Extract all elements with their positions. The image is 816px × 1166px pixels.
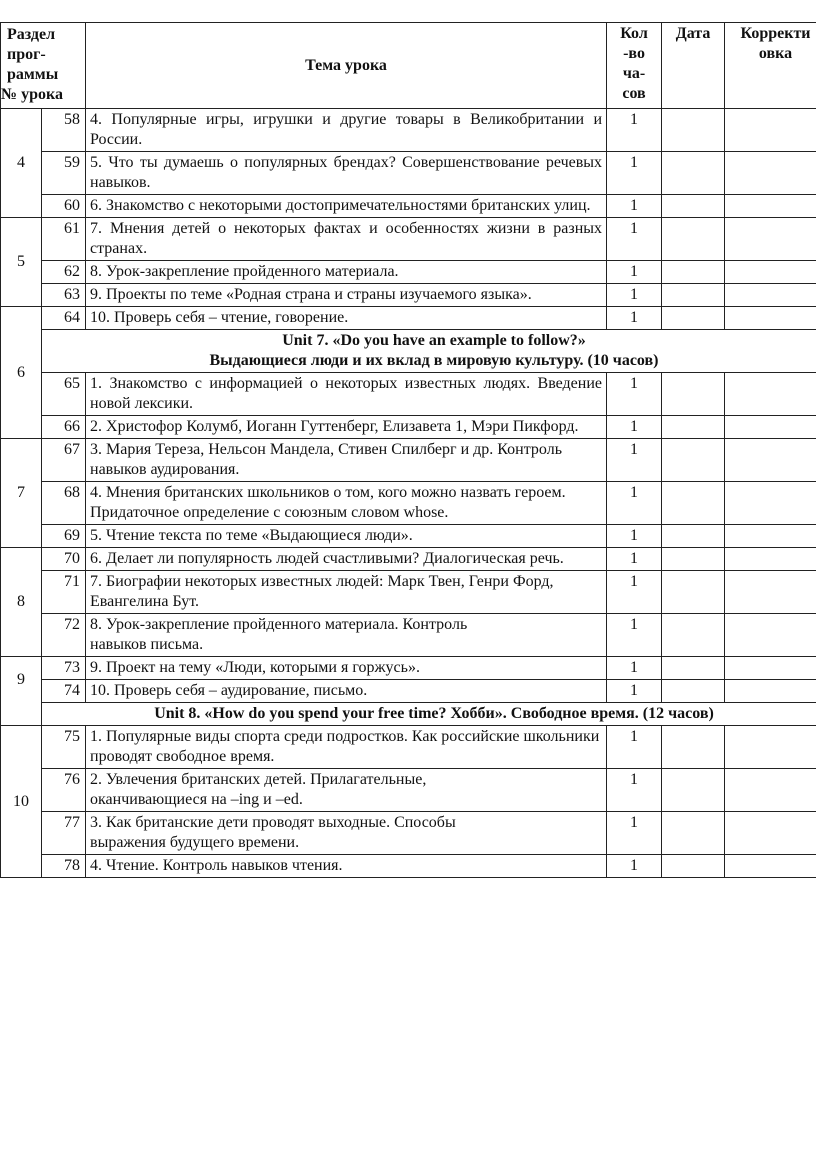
lesson-hours: 1 — [607, 218, 662, 261]
correction-cell[interactable] — [725, 439, 816, 482]
lesson-number: 70 — [42, 548, 86, 571]
lesson-topic: 10. Проверь себя – аудирование, письмо. — [86, 680, 607, 703]
correction-cell[interactable] — [725, 416, 816, 439]
header-correction-line: овка — [758, 45, 793, 62]
lesson-number: 73 — [42, 657, 86, 680]
table-row — [1, 195, 816, 218]
lesson-topic: 6. Делает ли популярность людей счастливыми? Диалогическая речь. — [86, 548, 607, 571]
correction-cell[interactable] — [725, 195, 816, 218]
lesson-number: 78 — [42, 855, 86, 878]
lesson-number: 72 — [42, 614, 86, 657]
date-cell[interactable] — [662, 195, 725, 218]
header-section-line: Раздел — [7, 26, 56, 43]
correction-cell[interactable] — [725, 525, 816, 548]
correction-cell[interactable] — [725, 548, 816, 571]
lesson-hours: 1 — [607, 769, 662, 812]
date-cell[interactable] — [662, 525, 725, 548]
lesson-plan-table — [0, 22, 816, 878]
lesson-hours: 1 — [607, 416, 662, 439]
lesson-number: 63 — [42, 284, 86, 307]
lesson-topic: 4. Чтение. Контроль навыков чтения. — [86, 855, 607, 878]
lesson-number: 64 — [42, 307, 86, 330]
table-row — [1, 657, 816, 680]
lesson-hours: 1 — [607, 284, 662, 307]
lesson-hours: 1 — [607, 109, 662, 152]
correction-cell[interactable] — [725, 769, 816, 812]
date-cell[interactable] — [662, 680, 725, 703]
correction-cell[interactable] — [725, 152, 816, 195]
lesson-number: 68 — [42, 482, 86, 525]
table-row — [1, 109, 816, 152]
header-topic: Тема урока — [86, 23, 607, 109]
lesson-number: 75 — [42, 726, 86, 769]
header-hours-line: сов — [622, 85, 646, 102]
lesson-topic: 10. Проверь себя – чтение, говорение. — [86, 307, 607, 330]
lesson-hours: 1 — [607, 571, 662, 614]
header-correction — [725, 23, 816, 109]
correction-cell[interactable] — [725, 726, 816, 769]
lesson-number: 66 — [42, 416, 86, 439]
section-cell: 6 — [1, 307, 42, 439]
lesson-hours: 1 — [607, 614, 662, 657]
correction-cell[interactable] — [725, 284, 816, 307]
table-row — [1, 307, 816, 330]
lesson-topic: 1. Популярные виды спорта среди подростков. Как российские школьники проводят свободное время. — [86, 726, 607, 769]
section-cell: 5 — [1, 218, 42, 307]
lesson-hours: 1 — [607, 373, 662, 416]
correction-cell[interactable] — [725, 482, 816, 525]
table-row — [1, 218, 816, 261]
lesson-number: 65 — [42, 373, 86, 416]
lesson-hours: 1 — [607, 261, 662, 284]
date-cell[interactable] — [662, 109, 725, 152]
lesson-number: 62 — [42, 261, 86, 284]
header-section-line: раммы — [7, 66, 59, 83]
lesson-hours: 1 — [607, 439, 662, 482]
date-cell[interactable] — [662, 726, 725, 769]
unit-heading-row — [1, 703, 816, 726]
header-row — [1, 23, 816, 109]
table-row — [1, 571, 816, 614]
lesson-number: 71 — [42, 571, 86, 614]
lesson-topic: 4. Мнения британских школьников о том, кого можно назвать героем. Придаточное определение с союзным словом whose. — [86, 482, 607, 525]
lesson-topic: 9. Проекты по теме «Родная страна и страны изучаемого языка». — [86, 284, 607, 307]
table-row — [1, 416, 816, 439]
lesson-topic: 6. Знакомство с некоторыми достопримечательностями британских улиц. — [86, 195, 607, 218]
date-cell[interactable] — [662, 657, 725, 680]
lesson-topic: 2. Христофор Колумб, Иоганн Гуттенберг, Елизавета 1, Мэри Пикфорд. — [86, 416, 607, 439]
date-cell[interactable] — [662, 261, 725, 284]
header-hours — [607, 23, 662, 109]
date-cell[interactable] — [662, 812, 725, 855]
header-hours-line: ча- — [622, 65, 646, 82]
lesson-topic: 5. Чтение текста по теме «Выдающиеся люди». — [86, 525, 607, 548]
correction-cell[interactable] — [725, 261, 816, 284]
unit7-heading — [42, 330, 816, 373]
header-section — [1, 23, 86, 109]
lesson-hours: 1 — [607, 812, 662, 855]
correction-cell[interactable] — [725, 855, 816, 878]
lesson-hours: 1 — [607, 855, 662, 878]
lesson-number: 60 — [42, 195, 86, 218]
lesson-hours: 1 — [607, 657, 662, 680]
lesson-hours: 1 — [607, 195, 662, 218]
unit8-heading: Unit 8. «How do you spend your free time? Хобби». Свободное время. (12 часов) — [42, 703, 816, 726]
lesson-topic: 5. Что ты думаешь о популярных брендах? Совершенствование речевых навыков. — [86, 152, 607, 195]
lesson-number: 59 — [42, 152, 86, 195]
correction-cell[interactable] — [725, 307, 816, 330]
lesson-topic: 3. Мария Тереза, Нельсон Мандела, Стивен Спилберг и др. Контроль навыков аудирования. — [86, 439, 607, 482]
lesson-number: 77 — [42, 812, 86, 855]
date-cell[interactable] — [662, 284, 725, 307]
table-row — [1, 284, 816, 307]
section-cell: 9 — [1, 657, 42, 726]
date-cell[interactable] — [662, 416, 725, 439]
header-section-line: № урока — [1, 86, 63, 103]
lesson-hours: 1 — [607, 525, 662, 548]
header-section-line: прог- — [7, 46, 46, 63]
lesson-hours: 1 — [607, 307, 662, 330]
correction-cell[interactable] — [725, 614, 816, 657]
date-cell[interactable] — [662, 307, 725, 330]
table-row — [1, 373, 816, 416]
correction-cell[interactable] — [725, 812, 816, 855]
table-row — [1, 680, 816, 703]
lesson-hours: 1 — [607, 152, 662, 195]
lesson-topic: 2. Увлечения британских детей. Прилагательные, оканчивающиеся на –ing и –ed. — [86, 769, 607, 812]
header-hours-line: Кол — [620, 25, 648, 42]
correction-cell[interactable] — [725, 657, 816, 680]
table-row — [1, 855, 816, 878]
table-row — [1, 548, 816, 571]
date-cell[interactable] — [662, 855, 725, 878]
lesson-hours: 1 — [607, 726, 662, 769]
table-row — [1, 614, 816, 657]
lesson-topic: 1. Знакомство с информацией о некоторых известных людях. Введение новой лексики. — [86, 373, 607, 416]
unit7-subtitle: Выдающиеся люди и их вклад в мировую культуру. (10 часов) — [209, 352, 659, 369]
correction-cell[interactable] — [725, 680, 816, 703]
header-correction-line: Корректи — [740, 25, 811, 42]
table-row — [1, 812, 816, 855]
date-cell[interactable] — [662, 439, 725, 482]
lesson-number: 58 — [42, 109, 86, 152]
lesson-number: 76 — [42, 769, 86, 812]
date-cell[interactable] — [662, 614, 725, 657]
table-row — [1, 726, 816, 769]
lesson-hours: 1 — [607, 482, 662, 525]
table-row — [1, 525, 816, 548]
correction-cell[interactable] — [725, 571, 816, 614]
date-cell[interactable] — [662, 482, 725, 525]
unit7-title: Unit 7. «Do you have an example to follow?» — [282, 332, 586, 349]
lesson-topic: 7. Биографии некоторых известных людей: Марк Твен, Генри Форд, Евангелина Бут. — [86, 571, 607, 614]
lesson-topic: 7. Мнения детей о некоторых фактах и особенностях жизни в разных странах. — [86, 218, 607, 261]
table-row — [1, 261, 816, 284]
lesson-number: 67 — [42, 439, 86, 482]
date-cell[interactable] — [662, 769, 725, 812]
table-row — [1, 439, 816, 482]
section-cell: 7 — [1, 439, 42, 548]
correction-cell[interactable] — [725, 373, 816, 416]
date-cell[interactable] — [662, 373, 725, 416]
table-row — [1, 769, 816, 812]
header-date: Дата — [662, 23, 725, 109]
date-cell[interactable] — [662, 152, 725, 195]
date-cell[interactable] — [662, 218, 725, 261]
header-hours-line: -во — [623, 45, 645, 62]
correction-cell[interactable] — [725, 109, 816, 152]
table-row — [1, 482, 816, 525]
lesson-hours: 1 — [607, 680, 662, 703]
lesson-topic: 8. Урок-закрепление пройденного материала. Контроль навыков письма. — [86, 614, 607, 657]
lesson-number: 74 — [42, 680, 86, 703]
lesson-topic: 3. Как британские дети проводят выходные. Способы выражения будущего времени. — [86, 812, 607, 855]
lesson-hours: 1 — [607, 548, 662, 571]
section-cell: 10 — [1, 726, 42, 878]
lesson-topic: 9. Проект на тему «Люди, которыми я горжусь». — [86, 657, 607, 680]
unit-heading-row — [1, 330, 816, 373]
section-cell: 4 — [1, 109, 42, 218]
correction-cell[interactable] — [725, 218, 816, 261]
section-cell: 8 — [1, 548, 42, 657]
lesson-number: 69 — [42, 525, 86, 548]
lesson-number: 61 — [42, 218, 86, 261]
lesson-topic: 4. Популярные игры, игрушки и другие товары в Великобритании и России. — [86, 109, 607, 152]
date-cell[interactable] — [662, 548, 725, 571]
date-cell[interactable] — [662, 571, 725, 614]
table-row — [1, 152, 816, 195]
lesson-topic: 8. Урок-закрепление пройденного материала. — [86, 261, 607, 284]
